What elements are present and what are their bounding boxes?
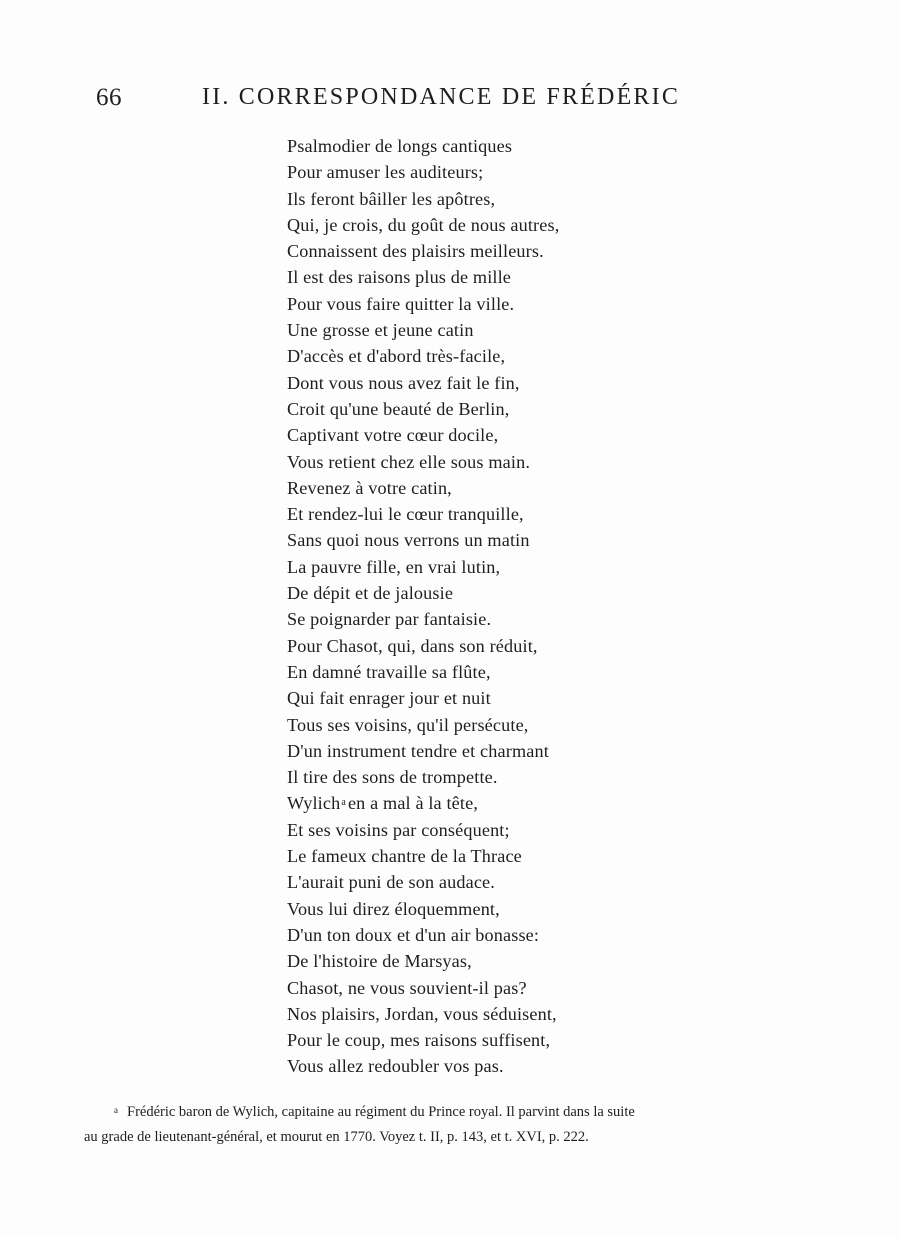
footnote-mark: a	[114, 1105, 118, 1115]
verse-line: Pour vous faire quitter la ville.	[287, 293, 515, 314]
verse-line: En damné travaille sa flûte,	[287, 661, 491, 682]
verse-line: Qui fait enrager jour et nuit	[287, 688, 491, 709]
footnote-line	[84, 1098, 824, 1125]
verse-line: Tous ses voisins, qu'il persécute,	[287, 714, 529, 735]
verse-line: La pauvre fille, en vrai lutin,	[287, 556, 501, 577]
verse-line: De l'histoire de Marsyas,	[287, 951, 472, 972]
verse-line: Connaissent des plaisirs meilleurs.	[287, 241, 544, 262]
verse-line: Vous retient chez elle sous main.	[287, 451, 531, 472]
verse-line: Se poignarder par fantaisie.	[287, 609, 492, 630]
footnote-reference-mark: a	[341, 797, 346, 809]
verse-line: Vous allez redoubler vos pas.	[287, 1056, 504, 1077]
verse-line: Revenez à votre catin,	[287, 477, 452, 498]
footnote	[84, 1098, 824, 1150]
verse-line: Une grosse et jeune catin	[287, 320, 474, 341]
verse-line: Pour le coup, mes raisons suffisent,	[287, 1030, 551, 1051]
verse-line: D'un ton doux et d'un air bonasse:	[287, 924, 540, 945]
verse-line: Pour Chasot, qui, dans son réduit,	[287, 635, 538, 656]
verse-line: Et rendez-lui le cœur tranquille,	[287, 504, 524, 525]
verse-line: Vous lui direz éloquemment,	[287, 898, 500, 919]
verse-line: Le fameux chantre de la Thrace	[287, 846, 522, 867]
verse-line: Il tire des sons de trompette.	[287, 767, 498, 788]
footnote-text: Frédéric baron de Wylich, capitaine au régiment du Prince royal. Il parvint dans la suite	[127, 1104, 635, 1120]
verse-line: Croit qu'une beauté de Berlin,	[287, 398, 510, 419]
verse-line: L'aurait puni de son audace.	[287, 872, 495, 893]
page-header	[96, 84, 736, 120]
verse-line: Ils feront bâiller les apôtres,	[287, 188, 496, 209]
verse-word-wylich: Wylich	[287, 793, 341, 814]
verse-line-rest: en a mal à la tête,	[347, 793, 479, 814]
verse-line: Psalmodier de longs cantiques	[287, 136, 513, 156]
verse-line: Nos plaisirs, Jordan, vous séduisent,	[287, 1003, 557, 1024]
verse-line: D'un instrument tendre et charmant	[287, 740, 549, 761]
verse-line: Chasot, ne vous souvient-il pas?	[287, 977, 527, 998]
verse-line: D'accès et d'abord très-facile,	[287, 346, 506, 367]
verse-line-wylich	[287, 790, 707, 816]
page-number: 66	[96, 84, 122, 111]
verse-line: Pour amuser les auditeurs;	[287, 162, 484, 183]
footnote-line: au grade de lieutenant-général, et mourut en 1770. Voyez t. II, p. 143, et t. XVI, p. 222.	[84, 1129, 589, 1145]
verse-line: Sans quoi nous verrons un matin	[287, 530, 530, 551]
verse-line: De dépit et de jalousie	[287, 583, 454, 604]
verse-line: Dont vous nous avez fait le fin,	[287, 372, 520, 393]
running-head: II. CORRESPONDANCE DE FRÉDÉRIC	[202, 84, 681, 110]
verse-line: Captivant votre cœur docile,	[287, 425, 499, 446]
verse-line: Il est des raisons plus de mille	[287, 267, 512, 288]
verse-line: Et ses voisins par conséquent;	[287, 819, 510, 840]
verse-line: Qui, je crois, du goût de nous autres,	[287, 214, 560, 235]
poem	[287, 133, 707, 1080]
